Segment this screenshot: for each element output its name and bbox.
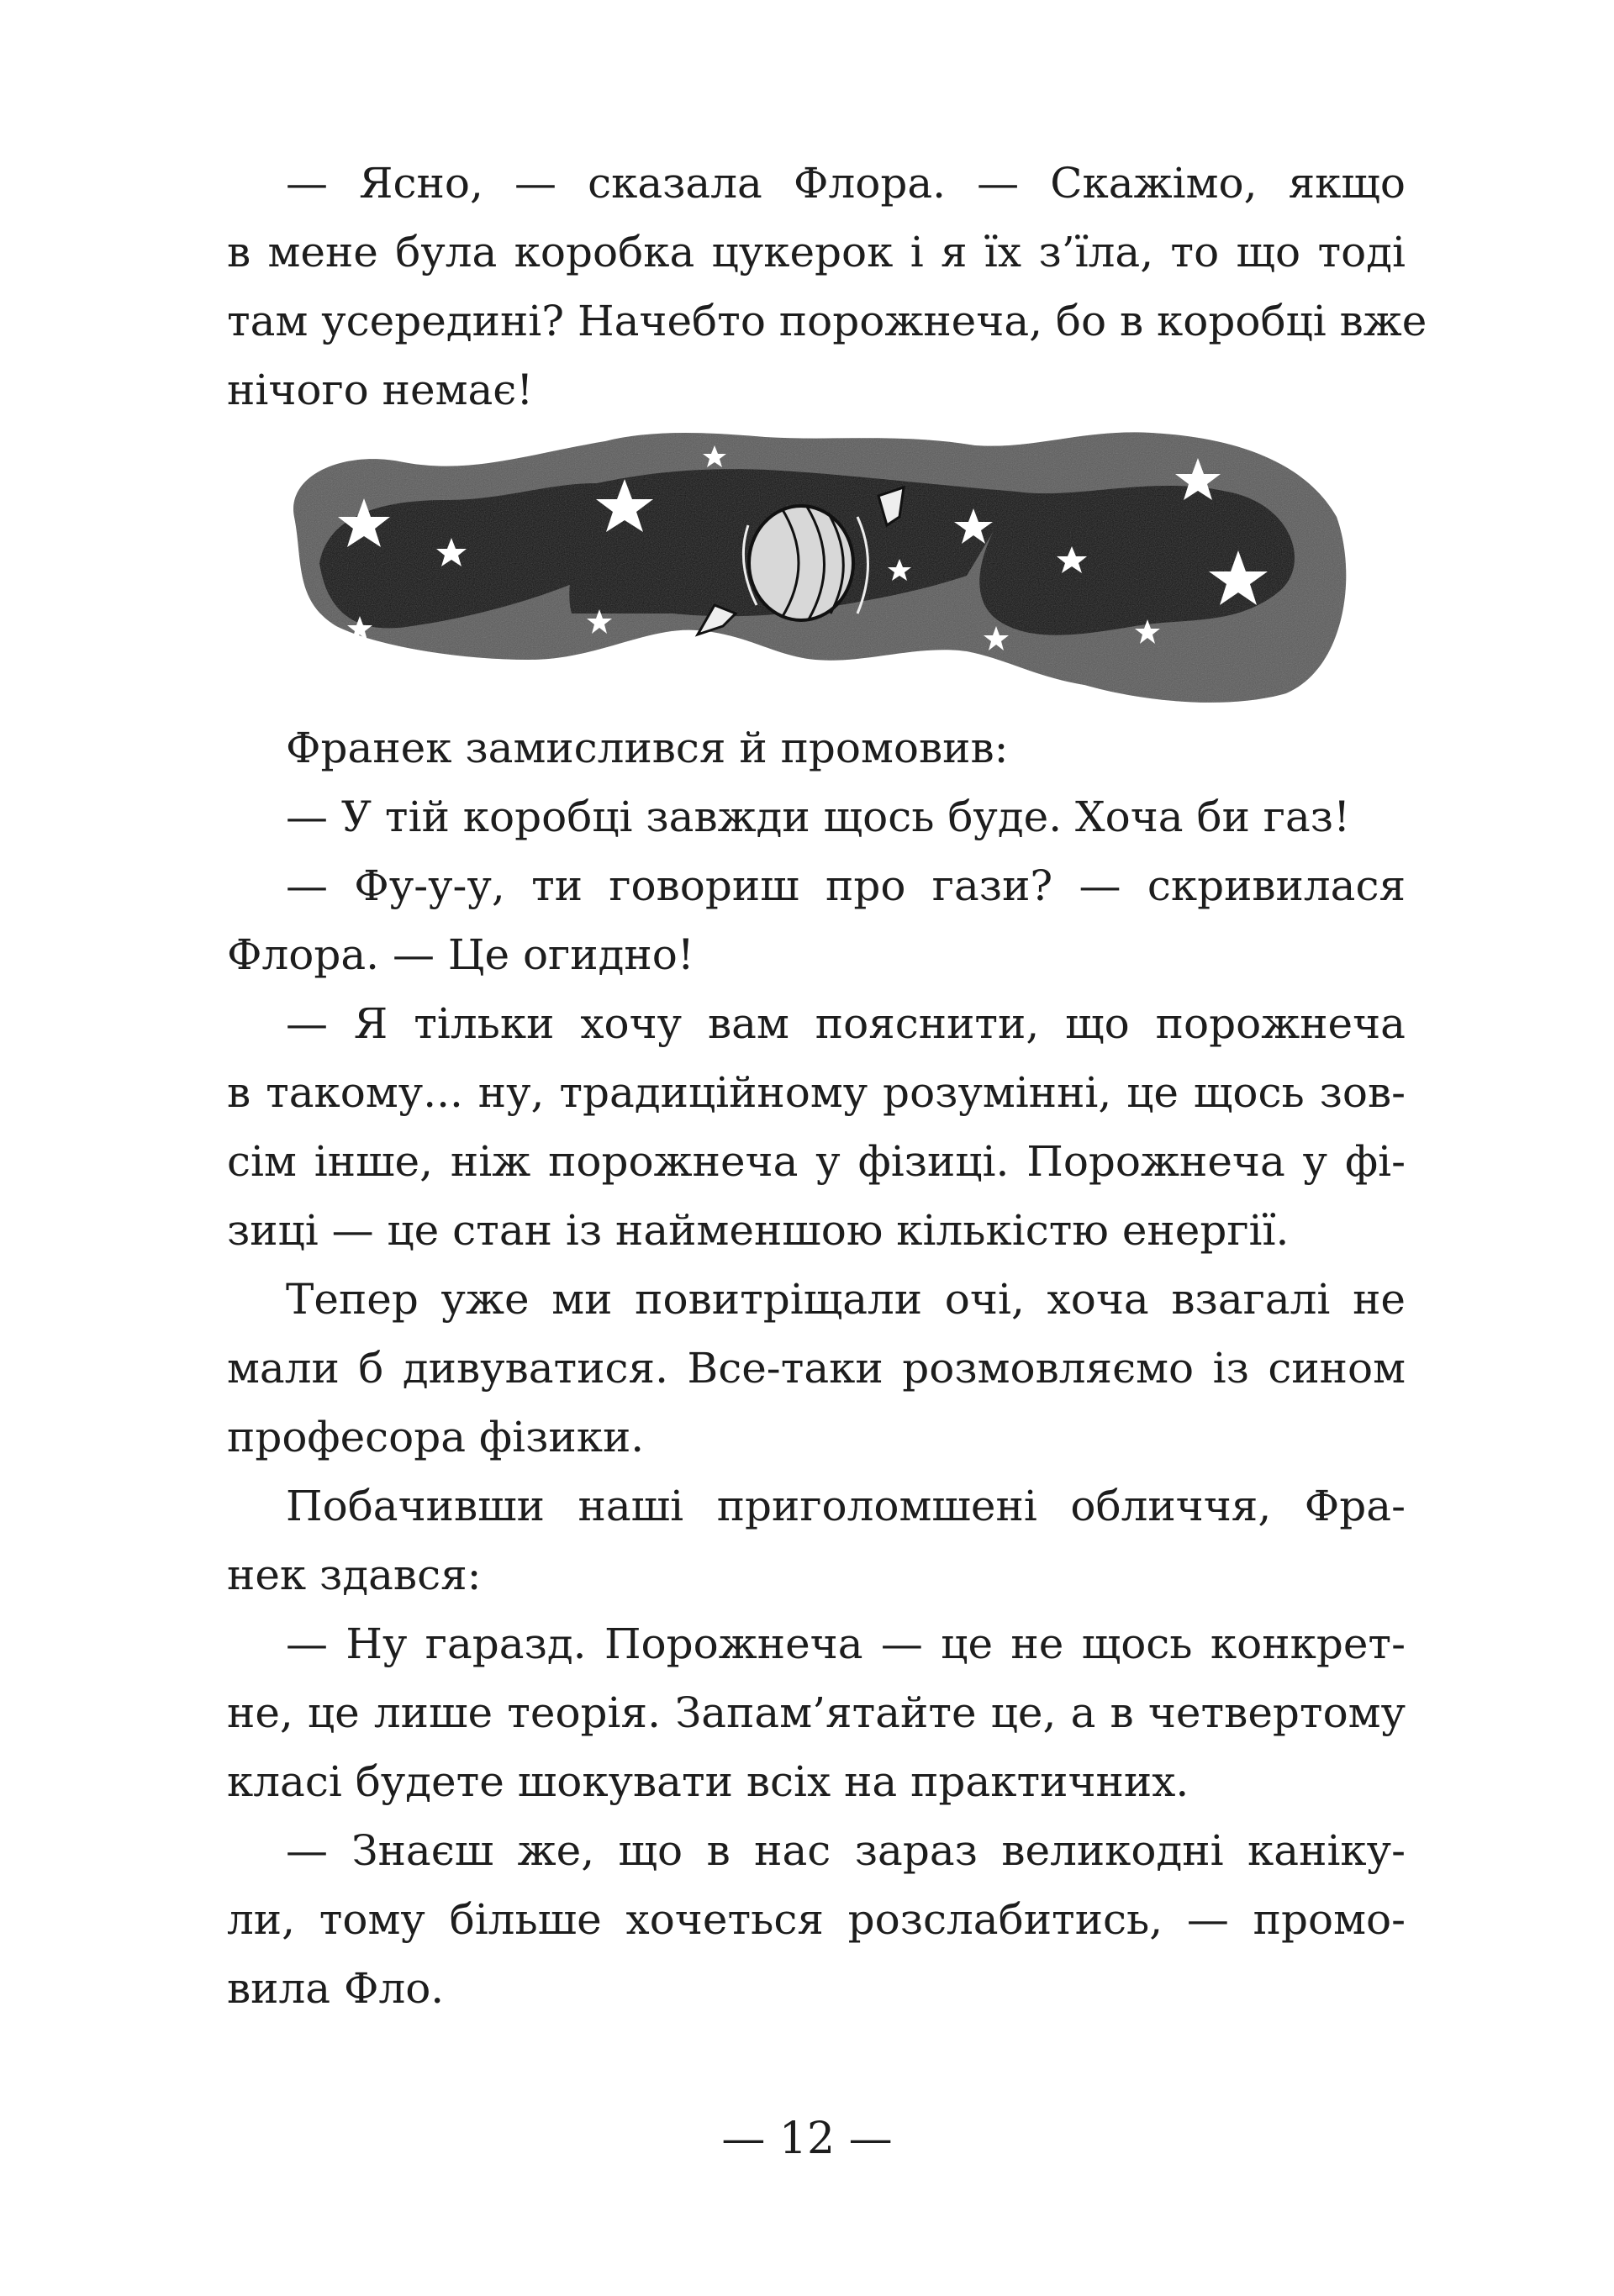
- text-after-illustration: [227, 714, 1406, 2023]
- text-line: Франек замислився й промовив:: [286, 724, 1009, 772]
- page-number: — 12 —: [721, 2114, 893, 2164]
- paragraph: [227, 1265, 1406, 1472]
- text-line: класі будете шокувати всіх на практичних.: [227, 1757, 1189, 1806]
- text-line: в такому... ну, традиційному розумінні, це щось зов-: [227, 1068, 1406, 1117]
- text-line: — Ясно, — сказала Флора. — Скажімо, якщо: [286, 159, 1406, 208]
- text-line: професора фізики.: [227, 1413, 645, 1461]
- text-line: Флора. — Це огидно!: [227, 930, 694, 979]
- paragraph: [227, 1816, 1406, 2023]
- candy-in-space-illustration: [227, 424, 1406, 714]
- paragraph: [227, 1609, 1406, 1816]
- text-line: ли, тому більше хочеться розслабитись, — промо-: [227, 1895, 1406, 1944]
- text-line: зиці — це стан із найменшою кількістю енергії.: [227, 1206, 1290, 1255]
- text-line: в мене була коробка цукерок і я їх з’їла, то що тоді: [227, 228, 1406, 276]
- text-line: — Ну гаразд. Порожнеча — це не щось конкрет-: [286, 1619, 1406, 1668]
- text-line: там усередині? Начебто порожнеча, бо в коробці вже: [227, 297, 1427, 345]
- text-line: вила Фло.: [227, 1964, 445, 2013]
- paragraph: [227, 714, 1406, 782]
- text-line: Тепер уже ми повитріщали очі, хоча взагалі не: [286, 1275, 1406, 1324]
- page-body: [227, 149, 1427, 2023]
- paragraph: [227, 989, 1406, 1265]
- text-line: сім інше, ніж порожнеча у фізиці. Порожнеча у фі-: [227, 1137, 1406, 1186]
- text-line: Побачивши наші приголомшені обличчя, Фра-: [286, 1482, 1406, 1530]
- text-line: мали б дивуватися. Все-таки розмовляємо із сином: [227, 1344, 1406, 1393]
- text-line: — Я тільки хочу вам пояснити, що порожнеча: [286, 999, 1406, 1048]
- text-line: — У тій коробці завжди щось буде. Хоча би газ!: [286, 793, 1351, 841]
- paragraph: [227, 851, 1406, 989]
- illustration-svg: [277, 424, 1353, 710]
- paragraph: [227, 1472, 1406, 1609]
- text-line: нек здався:: [227, 1551, 482, 1599]
- text-line: нічого немає!: [227, 366, 534, 414]
- text-line: — Фу-у-у, ти говориш про гази? — скривилася: [286, 861, 1406, 910]
- paragraph: [227, 149, 1427, 424]
- text-line: — Знаєш же, що в нас зараз великодні каніку-: [286, 1826, 1406, 1875]
- paragraph: [227, 782, 1406, 851]
- text-before-illustration: [227, 149, 1427, 424]
- text-line: не, це лише теорія. Запам’ятайте це, а в четвертому: [227, 1688, 1406, 1737]
